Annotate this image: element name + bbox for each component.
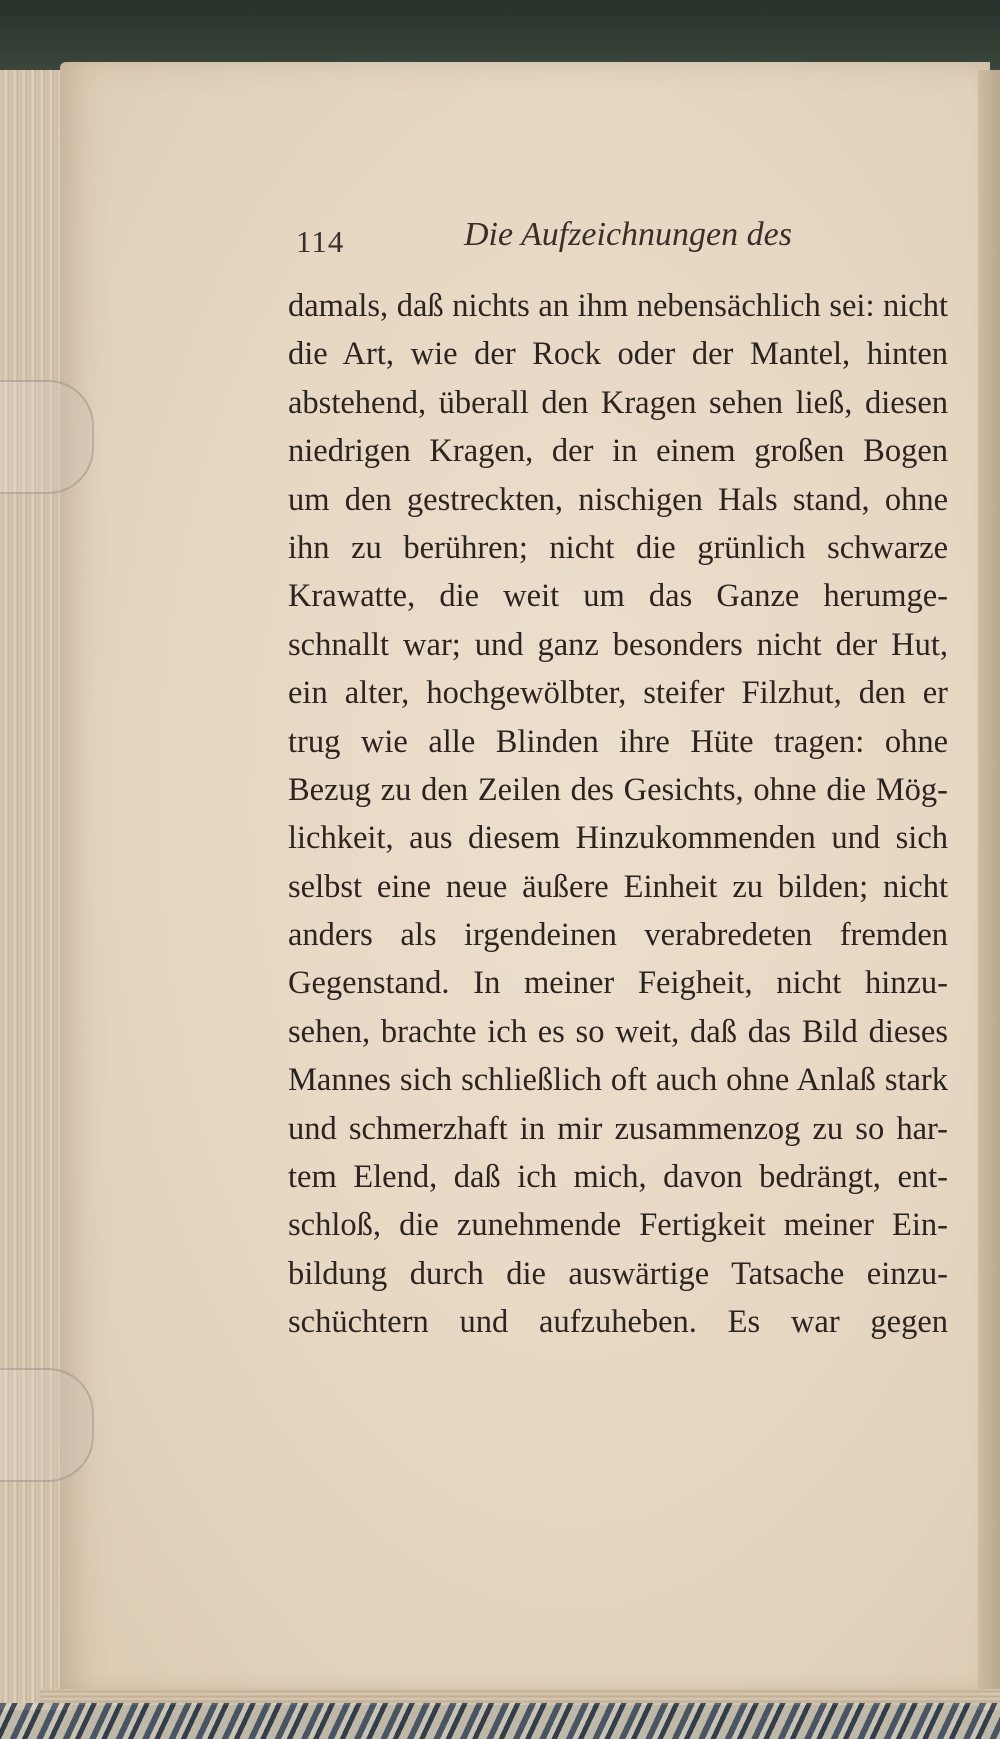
page-header bbox=[0, 210, 1000, 260]
text-line: die Art, wie der Rock oder der Mantel, hinten bbox=[288, 336, 948, 373]
text-line: abstehend, überall den Kragen sehen ließ, diesen bbox=[288, 384, 948, 421]
text-line: schüchtern und aufzuheben. Es war gegen bbox=[288, 1304, 948, 1341]
text-line: selbst eine neue äußere Einheit zu bilden; nicht bbox=[288, 868, 948, 905]
text-line: tem Elend, daß ich mich, davon bedrängt, ent- bbox=[288, 1159, 948, 1196]
text-line: schnallt war; und ganz besonders nicht der Hut, bbox=[288, 626, 948, 663]
text-line: niedrigen Kragen, der in einem großen Bogen bbox=[288, 433, 948, 470]
page-number: 114 bbox=[296, 224, 345, 259]
text-line: bildung durch die auswärtige Tatsache einzu- bbox=[288, 1255, 948, 1292]
text-line: Krawatte, die weit um das Ganze herumge- bbox=[288, 578, 948, 615]
text-line: ihn zu berühren; nicht die grünlich schwarze bbox=[288, 529, 948, 566]
text-line: Mannes sich schließlich oft auch ohne Anlaß stark bbox=[288, 1062, 948, 1099]
page-clip-top bbox=[0, 380, 94, 494]
body-text bbox=[288, 282, 948, 1347]
text-line: trug wie alle Blinden ihre Hüte tragen: ohne bbox=[288, 723, 948, 760]
text-line: ein alter, hochgewölbter, steifer Filzhut, den er bbox=[288, 675, 948, 712]
text-line: sehen, brachte ich es so weit, daß das Bild dieses bbox=[288, 1013, 948, 1050]
text-line: schloß, die zunehmende Fertigkeit meiner Ein- bbox=[288, 1207, 948, 1244]
text-line: lichkeit, aus diesem Hinzukommenden und sich bbox=[288, 820, 948, 857]
text-line: um den gestreckten, nischigen Hals stand, ohne bbox=[288, 481, 948, 518]
running-head: Die Aufzeichnungen des bbox=[464, 216, 792, 253]
text-line: und schmerzhaft in mir zusammenzog zu so har- bbox=[288, 1110, 948, 1147]
text-line: anders als irgendeinen verabredeten fremden bbox=[288, 917, 948, 954]
text-line: damals, daß nichts an ihm nebensächlich sei: nicht bbox=[288, 288, 948, 324]
page-right-edge bbox=[978, 70, 1000, 1710]
text-line: Bezug zu den Zeilen des Gesichts, ohne die Mög- bbox=[288, 771, 948, 808]
text-line: Gegenstand. In meiner Feigheit, nicht hinzu- bbox=[288, 965, 948, 1002]
page-clip-bottom bbox=[0, 1368, 94, 1482]
marbled-cover-edge bbox=[0, 1703, 1000, 1739]
